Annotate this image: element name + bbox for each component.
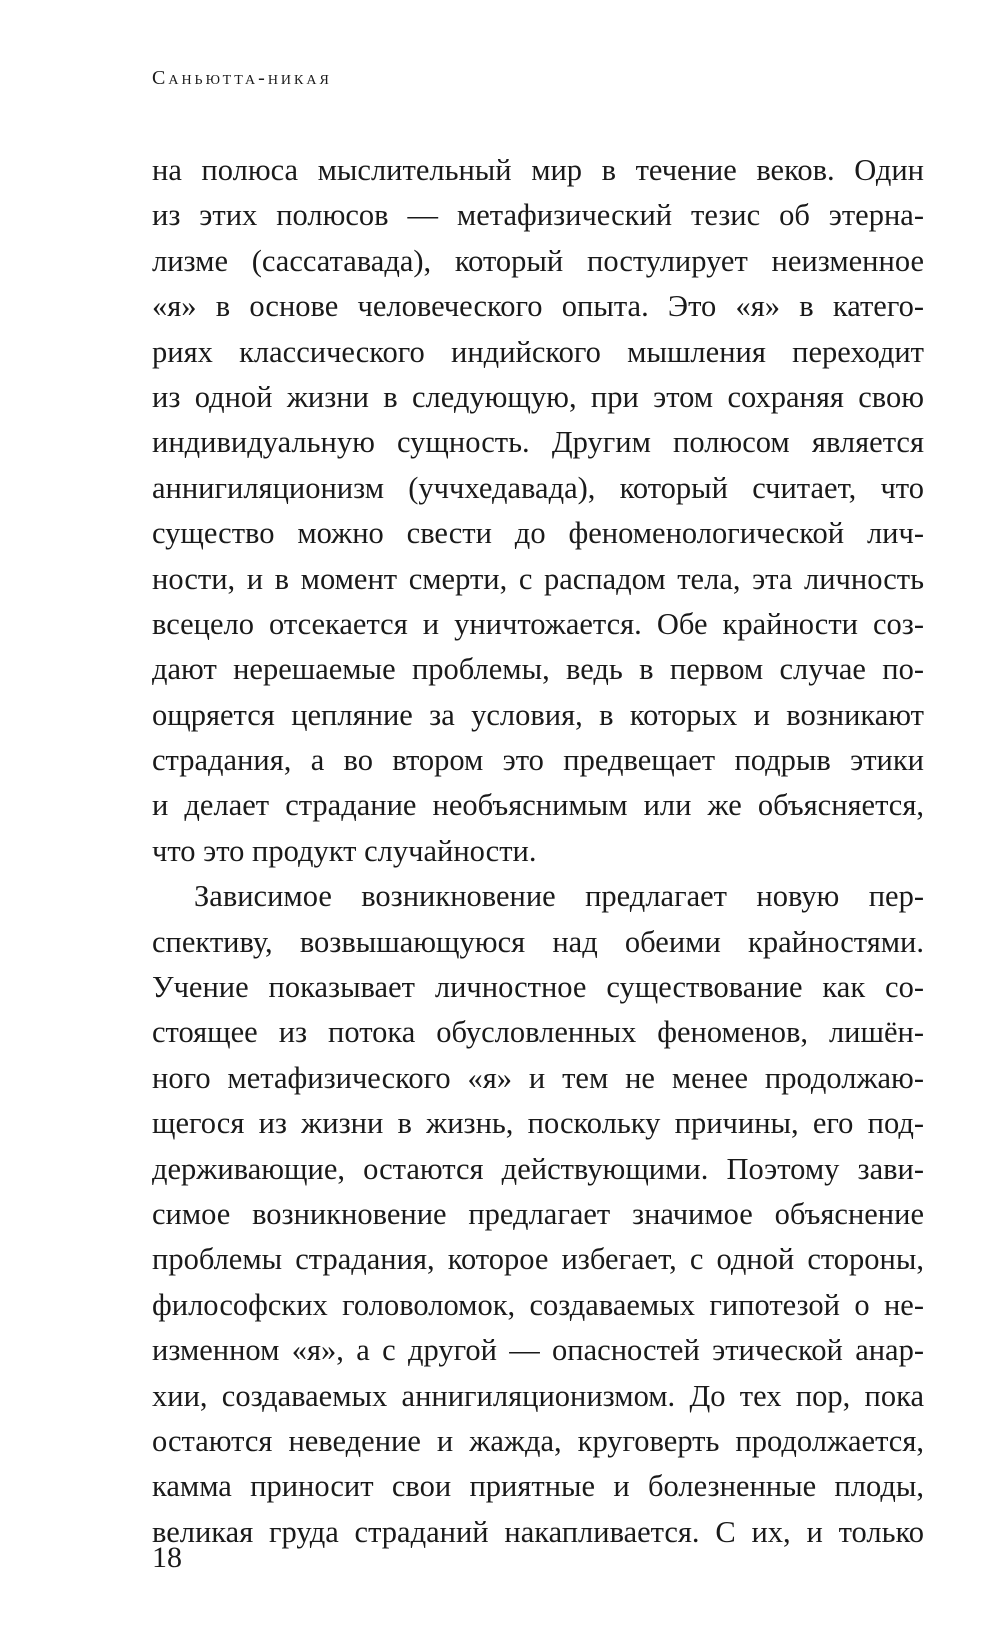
text-line: всецело отсекается и уничтожается. Обе крайности соз-: [152, 606, 924, 641]
text-line: существо можно свести до феноменологической лич-: [152, 516, 924, 551]
page-number: 18: [152, 1541, 182, 1574]
text-line: изменном «я», а с другой — опасностей этической анар-: [152, 1333, 924, 1368]
text-line: философских головоломок, создаваемых гипотезой о не-: [152, 1287, 924, 1322]
text-line: индивидуальную сущность. Другим полюсом является: [152, 425, 924, 460]
text-line: остаются неведение и жажда, круговерть продолжается,: [152, 1423, 924, 1458]
text-line: «я» в основе человеческого опыта. Это «я» в катего-: [152, 289, 924, 324]
text-line: держивающие, остаются действующими. Поэтому зави-: [152, 1151, 924, 1186]
text-line: страдания, а во втором это предвещает подрыв этики: [152, 743, 924, 778]
text-line: хии, создаваемых аннигиляционизмом. До тех пор, пока: [152, 1378, 924, 1413]
text-line: симое возникновение предлагает значимое объяснение: [152, 1196, 924, 1231]
paragraph-1: [152, 148, 924, 874]
text-line: проблемы страдания, которое избегает, с одной стороны,: [152, 1242, 924, 1277]
text-line: великая груда страданий накапливается. С их, и только: [152, 1514, 924, 1549]
text-line: Зависимое возникновение предлагает новую пер-: [194, 879, 924, 914]
text-line: стоящее из потока обусловленных феноменов, лишён-: [152, 1015, 924, 1050]
text-line: на полюса мыслительный мир в течение веков. Один: [152, 153, 924, 187]
text-line: Учение показывает личностное существование как со-: [152, 970, 924, 1005]
paragraph-2: [152, 874, 924, 1555]
text-line: из одной жизни в следующую, при этом сохраняя свою: [152, 379, 924, 414]
text-line: риях классического индийского мышления переходит: [152, 334, 924, 369]
text-line: лизме (сассатавада), который постулирует неизменное: [152, 243, 924, 278]
text-line: дают нерешаемые проблемы, ведь в первом случае по-: [152, 652, 924, 687]
text-line: ного метафизического «я» и тем не менее продолжаю-: [152, 1060, 924, 1095]
text-line: и делает страдание необъяснимым или же объясняется,: [152, 788, 924, 823]
running-head: Саньютта-никая: [152, 67, 332, 89]
text-line: спективу, возвышающуюся над обеими крайностями.: [152, 924, 924, 959]
text-line: аннигиляционизм (уччхедавада), который считает, что: [152, 470, 924, 505]
body-text: [152, 148, 924, 1555]
text-line: камма приносит свои приятные и болезненные плоды,: [152, 1469, 924, 1504]
text-line: из этих полюсов — метафизический тезис об этерна-: [152, 198, 924, 233]
text-line: ощряется цепляние за условия, в которых и возникают: [152, 697, 924, 732]
text-line: щегося из жизни в жизнь, поскольку причины, его под-: [152, 1106, 924, 1141]
text-line: ности, и в момент смерти, с распадом тела, эта личность: [152, 561, 924, 596]
text-line: что это продукт случайности.: [152, 833, 537, 868]
